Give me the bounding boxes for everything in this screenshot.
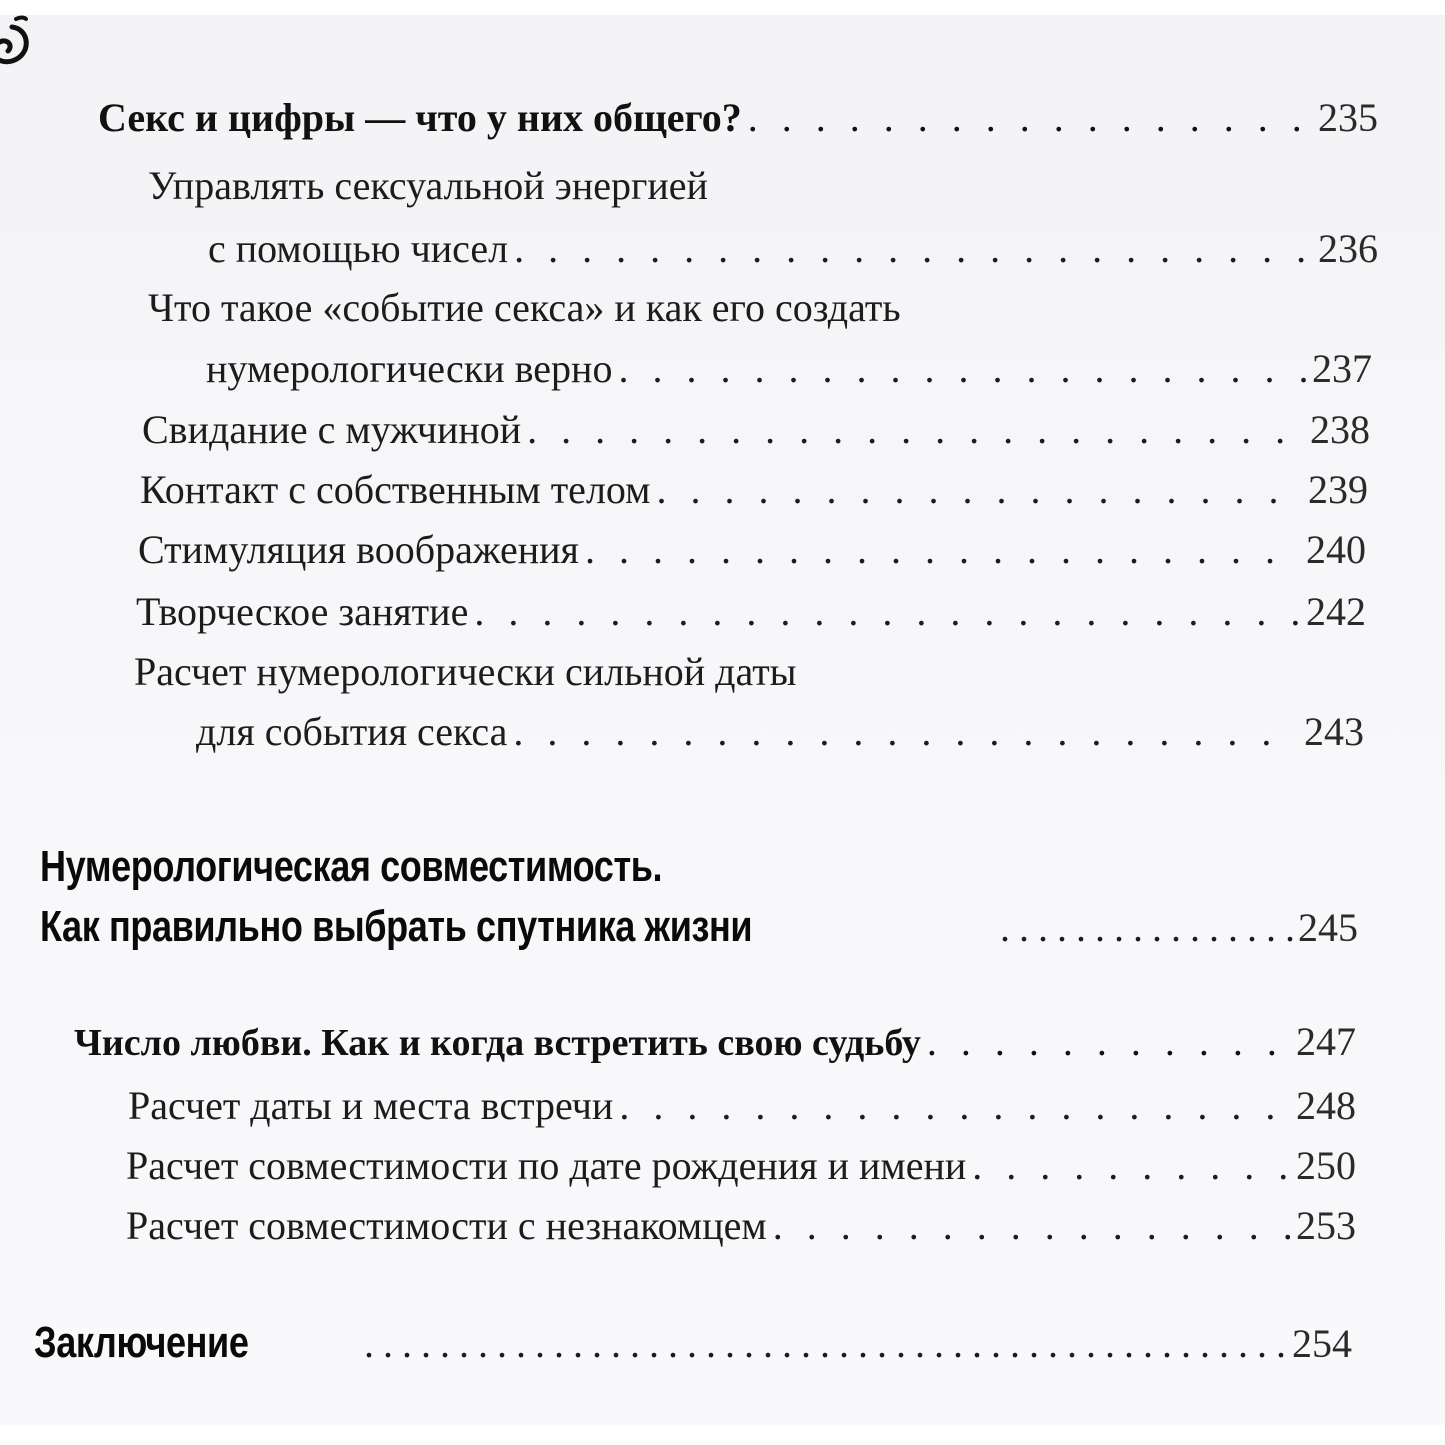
toc-entry-line[interactable]: Управлять сексуальной энергией xyxy=(148,163,708,208)
toc-leader-dots xyxy=(527,406,1304,453)
toc-page-number: 245 xyxy=(1298,905,1358,950)
toc-entry-line[interactable]: Расчет нумерологически сильной даты xyxy=(134,649,797,694)
toc-page-number: 236 xyxy=(1318,226,1378,271)
toc-page-number: 235 xyxy=(1318,95,1378,140)
toc-entry-title: Стимуляция воображения xyxy=(138,527,579,572)
toc-leader-dots xyxy=(513,708,1298,755)
toc-page-number: 242 xyxy=(1306,589,1366,634)
toc-entry-sexual-energy[interactable] xyxy=(208,225,1378,272)
chapter-title-text: Нумерологическая совместимость. xyxy=(40,842,663,891)
toc-entry-body-contact[interactable] xyxy=(140,466,1368,513)
toc-page-number: 250 xyxy=(1296,1143,1356,1188)
toc-leader-dots xyxy=(618,345,1306,392)
toc-entry-imagination[interactable] xyxy=(138,526,1366,573)
toc-entry-section-2[interactable] xyxy=(74,1018,1356,1065)
toc-page-number: 243 xyxy=(1304,709,1364,754)
toc-entry-line[interactable]: Что такое «событие секса» и как его создать xyxy=(148,285,901,330)
toc-leader-dots xyxy=(656,466,1302,513)
toc-entry-creative[interactable] xyxy=(136,588,1366,635)
toc-entry-strong-date[interactable] xyxy=(196,708,1364,755)
chapter-title-text: Как правильно выбрать спутника жизни xyxy=(40,902,753,951)
toc-page-number: 239 xyxy=(1308,467,1368,512)
toc-entry-title: Расчет совместимости с незнакомцем xyxy=(126,1203,767,1248)
toc-page-number: 254 xyxy=(1292,1321,1352,1366)
toc-entry-title: Творческое занятие xyxy=(136,589,469,634)
toc-leader-dots xyxy=(474,588,1300,635)
toc-leader-dots xyxy=(773,1202,1290,1249)
toc-conclusion-title xyxy=(34,1318,364,1368)
toc-entry-meeting-date[interactable] xyxy=(128,1082,1356,1129)
toc-page-number: 248 xyxy=(1296,1083,1356,1128)
toc-page-number: 247 xyxy=(1296,1019,1356,1064)
toc-entry-title: Расчет даты и места встречи xyxy=(128,1083,614,1128)
toc-entry-conclusion[interactable] xyxy=(34,1318,1352,1368)
toc-entry-title: для события секса xyxy=(196,709,508,754)
toc-section-title: Секс и цифры — что у них общего? xyxy=(98,95,742,140)
conclusion-title-text: Заключение xyxy=(34,1318,249,1367)
toc-entry-compatibility-stranger[interactable] xyxy=(126,1202,1356,1249)
toc-entry-title: с помощью чисел xyxy=(208,226,509,271)
toc-section-title: Число любви. Как и когда встретить свою судьбу xyxy=(74,1022,921,1064)
toc-entry-sex-event[interactable] xyxy=(206,345,1372,392)
page-bottom-margin xyxy=(0,1425,1445,1445)
toc-page-number: 240 xyxy=(1306,527,1366,572)
toc-entry-compatibility-birth[interactable] xyxy=(126,1142,1356,1189)
toc-leader-dots xyxy=(927,1018,1290,1065)
decorative-swirl-icon xyxy=(0,15,42,75)
toc-leader-dots xyxy=(1000,904,1296,951)
toc-entry-section-1[interactable] xyxy=(98,94,1378,141)
toc-entry-date-with-man[interactable] xyxy=(142,406,1370,453)
toc-leader-dots xyxy=(748,94,1312,141)
toc-leader-dots xyxy=(619,1082,1290,1129)
toc-page-number: 237 xyxy=(1312,346,1372,391)
toc-chapter-title-line2 xyxy=(40,902,1000,952)
toc-leader-dots xyxy=(972,1142,1290,1189)
toc-entry-title: Контакт с собственным телом xyxy=(140,467,651,512)
toc-entry-title: Свидание с мужчиной xyxy=(142,407,522,452)
toc-leader-dots xyxy=(364,1320,1290,1367)
toc-leader-dots xyxy=(585,526,1300,573)
toc-page-number: 253 xyxy=(1296,1203,1356,1248)
toc-page-number: 238 xyxy=(1310,407,1370,452)
toc-entry-chapter-2[interactable] xyxy=(40,902,1358,952)
toc-chapter-title-line1[interactable] xyxy=(40,842,799,892)
toc-leader-dots xyxy=(514,225,1312,272)
toc-entry-title: нумерологически верно xyxy=(206,346,613,391)
toc-entry-title: Расчет совместимости по дате рождения и имени xyxy=(126,1143,967,1188)
